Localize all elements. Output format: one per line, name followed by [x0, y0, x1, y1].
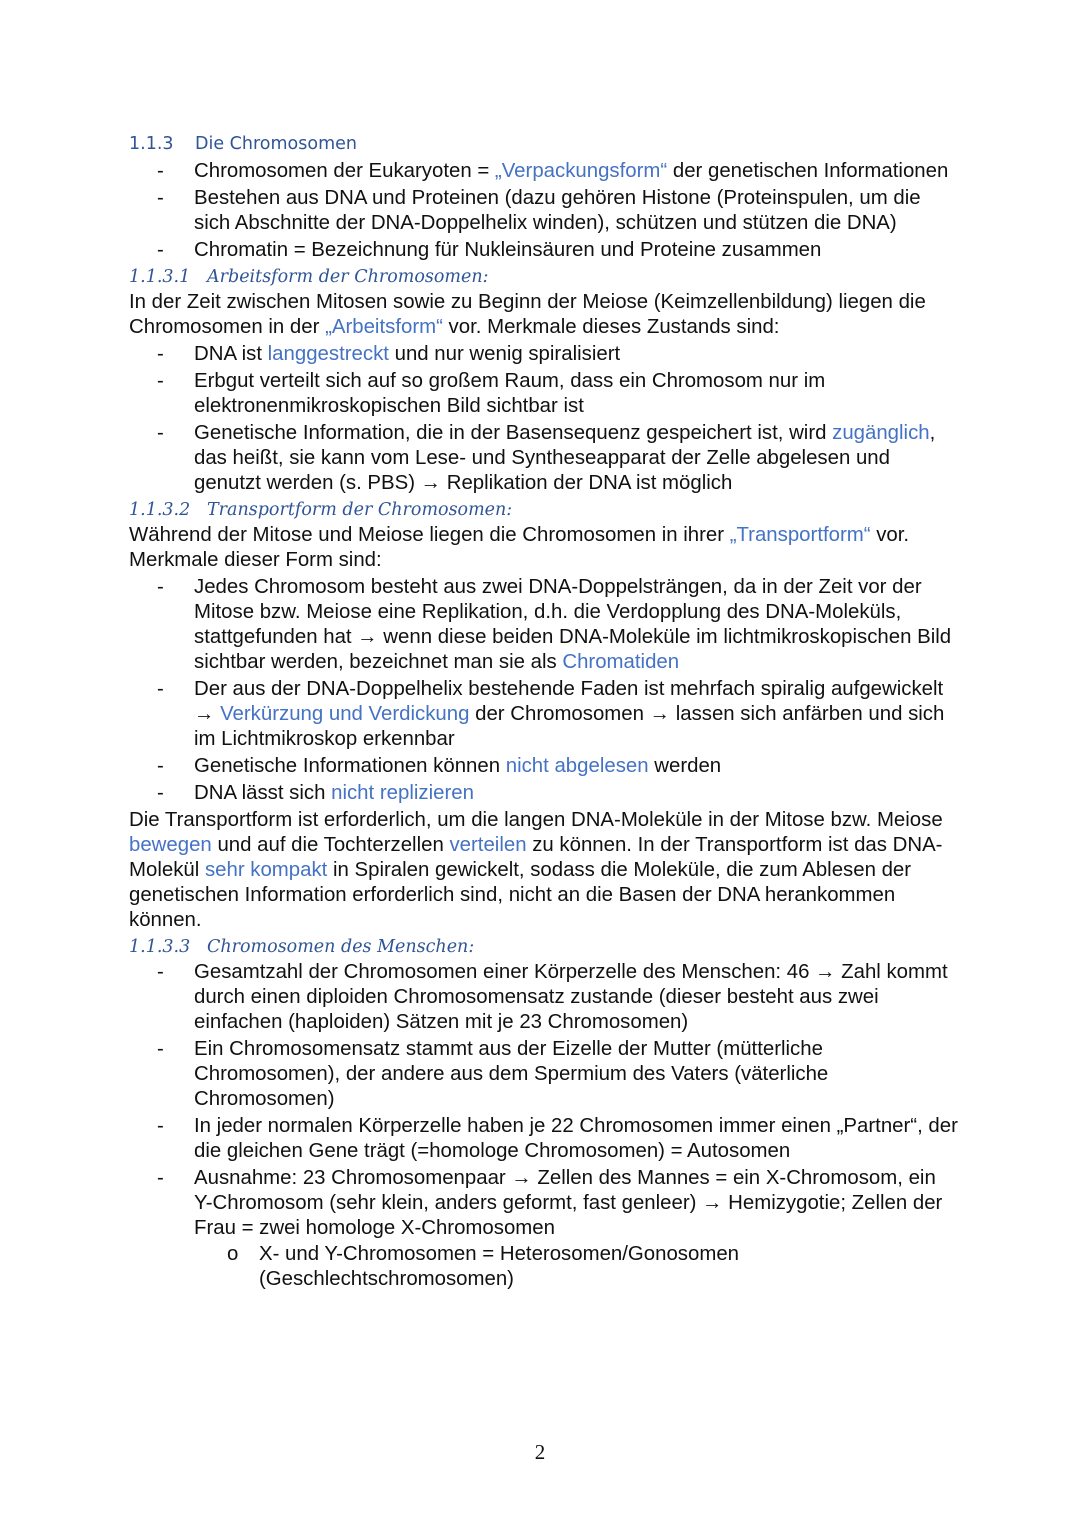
arbeitsform-intro [129, 290, 959, 340]
highlighted-term: verteilen [449, 834, 527, 856]
highlighted-term: „Arbeitsform“ [325, 316, 443, 338]
dash-bullet-icon: - [157, 961, 164, 983]
text-run: Chromosomen der Eukaryoten = [194, 160, 495, 182]
text-run: Erbgut verteilt sich auf so großem Raum, dass ein Chromosom nur im elektronenmikroskopischen Bild sichtbar ist [194, 370, 826, 417]
list-item [129, 754, 959, 779]
dash-bullet-icon: - [157, 576, 164, 598]
subsection-title: Arbeitsform der Chromosomen: [207, 267, 489, 287]
text-run: vor. Merkmale dieser Form sind: [129, 524, 910, 571]
dash-bullet-icon: - [157, 1038, 164, 1060]
text-run: werden [648, 755, 722, 777]
section-heading [129, 132, 959, 157]
list-item [129, 1114, 959, 1164]
list-item [129, 238, 959, 263]
subsection-number: 1.1.3.3 [129, 937, 191, 957]
highlighted-term: nicht replizieren [331, 782, 474, 804]
text-run: Chromatin = Bezeichnung für Nukleinsäuren und Proteine zusammen [194, 239, 822, 261]
transportform-intro [129, 523, 959, 573]
subsection-heading-menschen [129, 936, 959, 958]
text-run: Gesamtzahl der Chromosomen einer Körperzelle des Menschen: 46 → Zahl kommt durch einen diploiden Chromosomensatz zustande (dieser besteht aus zwei einfachen (haploiden) Sätzen mit je 23 Chromosomen) [194, 961, 948, 1033]
text-run: Ausnahme: 23 Chromosomenpaar → Zellen des Mannes = ein X-Chromosom, ein Y-Chromosom (sehr klein, anders geformt, fast genleer) → Hemizygotie; Zellen der Frau = zwei homologe X-Chromosomen [194, 1167, 943, 1239]
text-run: DNA ist [194, 343, 268, 365]
text-run: , das heißt, sie kann vom Lese- und Syntheseapparat der Zelle abgelesen und genutzt werden (s. PBS) → Replikation der DNA ist möglich [194, 422, 936, 494]
text-run: In jeder normalen Körperzelle haben je 22 Chromosomen immer einen „Partner“, der die gleichen Gene trägt (=homologe Chromosomen) = Autosomen [194, 1115, 958, 1162]
dash-bullet-icon: - [157, 1167, 164, 1189]
page-content [129, 130, 959, 1293]
list-item [129, 342, 959, 367]
text-run: vor. Merkmale dieses Zustands sind: [442, 316, 780, 338]
subsection-heading-arbeitsform [129, 266, 959, 288]
subsection-number: 1.1.3.1 [129, 267, 191, 287]
text-run: der Chromosomen → lassen sich anfärben und sich im Lichtmikroskop erkennbar [194, 703, 945, 750]
section-number: 1.1.3 [129, 134, 174, 154]
text-run: zu können. In der Transportform ist das DNA-Molekül [129, 834, 943, 881]
subsection-title: Transportform der Chromosomen: [207, 500, 513, 520]
highlighted-term: bewegen [129, 834, 212, 856]
text-run: Jedes Chromosom besteht aus zwei DNA-Doppelsträngen, da in der Zeit vor der Mitose bzw. Meiose eine Replikation, d.h. die Verdopplung des DNA-Moleküls, stattgefunden hat → wenn diese beiden DNA-Moleküle im lichtmikroskopischen Bild sichtbar werden, bezeichnet man sie als [194, 576, 952, 673]
list-item [129, 421, 959, 496]
dash-bullet-icon: - [157, 160, 164, 182]
text-run: X- und Y-Chromosomen = Heterosomen/Gonosomen (Geschlechtschromosomen) [259, 1243, 740, 1290]
list-item [129, 677, 959, 752]
text-run: Genetische Information, die in der Basensequenz gespeichert ist, wird [194, 422, 833, 444]
transportform-list [129, 575, 959, 806]
menschen-sublist [129, 1242, 959, 1292]
list-item [129, 186, 959, 236]
text-run: und auf die Tochterzellen [211, 834, 450, 856]
section-list [129, 159, 959, 263]
list-item [129, 369, 959, 419]
text-run: DNA lässt sich [194, 782, 332, 804]
highlighted-term: „Transportform“ [729, 524, 871, 546]
text-run: in Spiralen gewickelt, sodass die Moleküle, die zum Ablesen der genetischen Information erforderlich sind, nicht an die Basen der DNA herankommen können. [129, 859, 912, 931]
dash-bullet-icon: - [157, 343, 164, 365]
highlighted-term: sehr kompakt [204, 859, 328, 881]
text-run: Der aus der DNA-Doppelhelix bestehende Faden ist mehrfach spiralig aufgewickelt → [194, 678, 944, 725]
list-item [129, 960, 959, 1035]
text-run: In der Zeit zwischen Mitosen sowie zu Beginn der Meiose (Keimzellenbildung) liegen die Chromosomen in der [129, 291, 926, 338]
menschen-list [129, 960, 959, 1241]
list-item [129, 1037, 959, 1112]
list-item [129, 1166, 959, 1241]
subsection-heading-transportform [129, 499, 959, 521]
dash-bullet-icon: - [157, 1115, 164, 1137]
highlighted-term: nicht abgelesen [505, 755, 649, 777]
dash-bullet-icon: - [157, 187, 164, 209]
dash-bullet-icon: - [157, 782, 164, 804]
text-run: der genetischen Informationen [667, 160, 949, 182]
text-run: Während der Mitose und Meiose liegen die Chromosomen in ihrer [129, 524, 730, 546]
text-run: und nur wenig spiralisiert [388, 343, 621, 365]
highlighted-term: Chromatiden [562, 651, 680, 673]
subsection-title: Chromosomen des Menschen: [207, 937, 475, 957]
text-run: Bestehen aus DNA und Proteinen (dazu gehören Histone (Proteinspulen, um die sich Abschnitte der DNA-Doppelhelix winden), schützen und stützen die DNA) [194, 187, 921, 234]
highlighted-term: „Verpackungsform“ [494, 160, 668, 182]
text-run: Die Transportform ist erforderlich, um die langen DNA-Moleküle in der Mitose bzw. Meiose [129, 809, 943, 831]
subsection-number: 1.1.3.2 [129, 500, 191, 520]
page-number: 2 [534, 1440, 546, 1464]
section-title: Die Chromosomen [195, 134, 357, 154]
dash-bullet-icon: - [157, 755, 164, 777]
highlighted-term: zugänglich [832, 422, 930, 444]
circle-bullet-icon: o [227, 1243, 239, 1265]
highlighted-term: langgestreckt [267, 343, 389, 365]
dash-bullet-icon: - [157, 239, 164, 261]
dash-bullet-icon: - [157, 678, 164, 700]
arbeitsform-list [129, 342, 959, 496]
highlighted-term: Verkürzung und Verdickung [220, 703, 470, 725]
dash-bullet-icon: - [157, 370, 164, 392]
text-run: Ein Chromosomensatz stammt aus der Eizelle der Mutter (mütterliche Chromosomen), der andere aus dem Spermium des Vaters (väterliche Chromosomen) [194, 1038, 829, 1110]
list-item [129, 159, 959, 184]
dash-bullet-icon: - [157, 422, 164, 444]
list-item [129, 575, 959, 675]
transportform-outro [129, 808, 959, 933]
sub-list-item [129, 1242, 959, 1292]
text-run: Genetische Informationen können [194, 755, 506, 777]
list-item [129, 781, 959, 806]
